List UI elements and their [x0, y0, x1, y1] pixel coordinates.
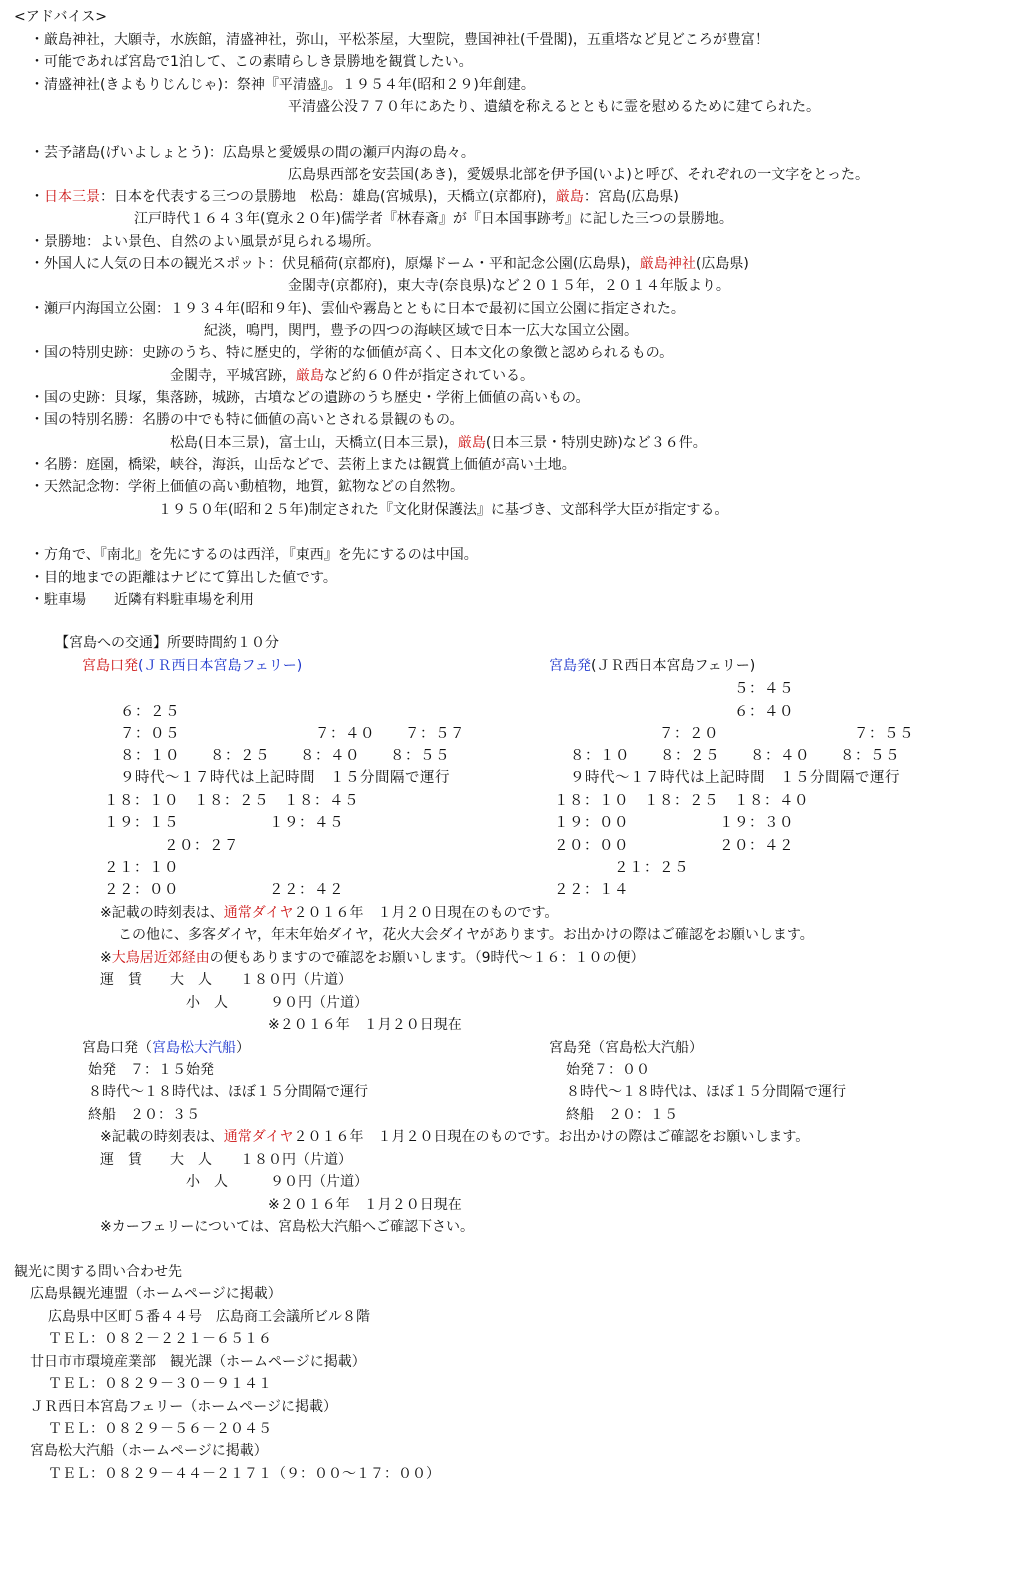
advice-line	[30, 30, 769, 50]
ferry-right-title	[549, 656, 755, 676]
advice-line	[204, 321, 638, 341]
contact-phone: ＴＥＬ：０８２９－３０－９１４１	[48, 1376, 272, 1392]
timetable-row-right: １９：００ １９：３０	[554, 815, 794, 831]
advice-line	[30, 75, 535, 95]
text-span: ・方角で、『南北』を先にするのは西洋，『東西』を先にするのは中国。	[30, 547, 478, 563]
advice-line	[30, 455, 576, 475]
highlight-text: 宮島松大汽船	[152, 1040, 236, 1056]
contact-phone: ＴＥＬ：０８２９－５６－２０４５	[48, 1421, 272, 1437]
matsudai-car-note: ※カーフェリーについては、宮島松大汽船へご確認下さい。	[100, 1219, 475, 1235]
text-span: 宮島発（宮島松大汽船）	[549, 1040, 703, 1056]
timetable-row-right: ２２：１４	[554, 882, 629, 898]
advice-line	[134, 209, 733, 229]
advice-line	[170, 433, 707, 453]
timetable-row-right: ９時代～１７時代は上記時間 １５分間隔で運行	[570, 770, 900, 786]
contact-line: ＪＲ西日本宮島フェリー（ホームページに掲載）	[30, 1399, 338, 1415]
ferry-fare-adult: 運 賃 大 人 １８０円（片道）	[100, 972, 352, 988]
text-span: ・天然記念物：学術上価値の高い動植物，地質，鉱物などの自然物。	[30, 479, 464, 495]
contact-phone: ＴＥＬ：０８２９－４４－２１７１（９：００～１７：００）	[48, 1466, 440, 1482]
text-span: 宮島口発（	[82, 1040, 152, 1056]
timetable-row-left: ２２：００ ２２：４２	[104, 882, 344, 898]
advice-line	[30, 232, 380, 252]
matsudai-fare-date: ※２０１６年 １月２０日現在	[268, 1197, 462, 1213]
timetable-row-left: １８：１０ １８：２５ １８：４５	[104, 793, 359, 809]
ferry-note-2	[118, 925, 814, 945]
text-span: (広島県)	[695, 256, 749, 272]
highlight-text: 通常ダイヤ	[223, 905, 294, 921]
ferry-note-1	[100, 903, 558, 923]
advice-line	[30, 187, 679, 207]
highlight-text: 厳島	[555, 189, 584, 205]
timetable-row-right: ２０：００ ２０：４２	[554, 838, 794, 854]
highlight-text: 厳島	[457, 435, 486, 451]
text-span: (日本三景・特別史跡)など３６件。	[485, 435, 707, 451]
highlight-text: 宮島口発	[82, 658, 138, 674]
text-span: ・景勝地：よい景色、自然のよい風景が見られる場所。	[30, 234, 380, 250]
timetable-row-right: ２１：２５	[554, 860, 689, 876]
text-span: ・清盛神社(きよもりじんじゃ)：祭神『平清盛』。１９５４年(昭和２９)年創建。	[30, 77, 535, 93]
advice-line	[30, 388, 589, 408]
timetable-row-right: １８：１０ １８：２５ １８：４０	[554, 793, 809, 809]
text-span: ・目的地までの距離はナビにて算出した値です。	[30, 570, 337, 586]
highlight-text: 日本三景	[44, 189, 100, 205]
ferry-heading: 【宮島への交通】所要時間約１０分	[55, 635, 279, 651]
advice-line	[288, 276, 730, 296]
text-span: ・国の特別史跡：史跡のうち、特に歴史的，学術的な価値が高く、日本文化の象徴と認められるもの。	[30, 345, 674, 361]
highlight-text: 厳島神社	[639, 256, 696, 272]
text-span: ：宮島(広島県)	[583, 189, 679, 205]
advice-line	[30, 52, 473, 72]
advice-line	[30, 590, 254, 610]
ferry-note-3	[100, 948, 645, 968]
matsudai-right-first: 始発７：００	[566, 1062, 650, 1078]
matsudai-note	[100, 1127, 809, 1147]
highlight-text: 厳島	[296, 368, 324, 384]
advice-line	[30, 568, 337, 588]
text-span: ※記載の時刻表は、	[100, 905, 224, 921]
text-span: ・厳島神社，大願寺，水族館，清盛神社，弥山，平松茶屋，大聖院，豊国神社(千畳閣)，五重塔など見どころが豊富！	[30, 32, 769, 48]
text-span: ・駐車場 近隣有料駐車場を利用	[30, 592, 254, 608]
matsudai-left-last: 終船 ２０：３５	[88, 1107, 200, 1123]
text-span: ２０１６年 １月２０日現在のものです。お出かけの際はご確認をお願いします。	[293, 1129, 810, 1145]
advice-line	[288, 97, 820, 117]
matsudai-right-title	[549, 1038, 703, 1058]
text-span: ・	[30, 189, 44, 205]
contact-line: 広島県中区町５番４４号 広島商工会議所ビル８階	[48, 1309, 370, 1325]
advice-line	[288, 165, 869, 185]
advice-line	[158, 500, 728, 520]
text-span: ・瀬戸内海国立公園：１９３４年(昭和９年)、雲仙や霧島とともに日本で最初に国立公園に指定された。	[30, 301, 685, 317]
text-span: 広島県西部を安芸国(あき)，愛媛県北部を伊予国(いよ)と呼び、それぞれの一文字をとった。	[288, 167, 870, 183]
matsudai-fare-adult: 運 賃 大 人 １８０円（片道）	[100, 1152, 352, 1168]
text-span: この他に、多客ダイヤ，年末年始ダイヤ，花火大会ダイヤがあります。お出かけの際はご確認をお願いします。	[118, 927, 814, 943]
timetable-row-right: ６：４０	[554, 704, 794, 720]
text-span: ）	[236, 1040, 250, 1056]
text-span: ：日本を代表する三つの景勝地 松島：雄島(宮城県)，天橋立(京都府)，	[100, 189, 556, 205]
highlight-text: 大鳥居近郊経由	[111, 950, 210, 966]
advice-line	[30, 545, 478, 565]
advice-line	[30, 343, 673, 363]
text-span: ２０１６年 １月２０日現在のものです。	[293, 905, 559, 921]
timetable-row-left: ７：０５ ７：４０ ７：５７	[120, 726, 465, 742]
advice-line	[30, 477, 464, 497]
contacts-heading: 観光に関する問い合わせ先	[14, 1264, 182, 1280]
matsudai-right-last: 終船 ２０：１５	[566, 1107, 678, 1123]
text-span: など約６０件が指定されている。	[324, 368, 534, 384]
text-span: １９５０年(昭和２５年)制定された『文化財保護法』に基づき、文部科学大臣が指定する。	[158, 502, 729, 518]
matsudai-left-first: 始発 ７：１５始発	[88, 1062, 214, 1078]
ferry-fare-child: 小 人 ９０円（片道）	[186, 995, 368, 1011]
text-span: ・可能であれば宮島で1泊して、この素晴らしき景勝地を観賞したい。	[30, 54, 473, 70]
text-span: 紀淡，鳴門，関門，豊予の四つの海峡区域で日本一広大な国立公園。	[204, 323, 638, 339]
timetable-row-right: ８：１０ ８：２５ ８：４０ ８：５５	[570, 748, 900, 764]
timetable-row-right: ７：２０ ７：５５	[554, 726, 914, 742]
advice-line	[30, 143, 475, 163]
text-span: ※	[100, 950, 112, 966]
text-span: ・外国人に人気の日本の観光スポット：伏見稲荷(京都府)，原爆ドーム・平和記念公園(広島県)，	[30, 256, 640, 272]
text-span: 平清盛公没７７０年にあたり、遺績を称えるとともに霊を慰めるために建てられた。	[288, 99, 820, 115]
ferry-fare-date: ※２０１６年 １月２０日現在	[268, 1017, 462, 1033]
text-span: 金閣寺(京都府)，東大寺(奈良県)など２０１５年，２０１４年版より。	[288, 278, 730, 294]
highlight-text: 宮島発	[549, 658, 591, 674]
contact-line: 宮島松大汽船（ホームページに掲載）	[30, 1443, 268, 1459]
advice-line	[30, 299, 685, 319]
highlight-text: 通常ダイヤ	[223, 1129, 294, 1145]
ferry-left-title	[82, 656, 302, 676]
text-span: 松島(日本三景)，富士山，天橋立(日本三景)，	[170, 435, 458, 451]
advice-line	[170, 366, 534, 386]
timetable-row-left: １９：１５ １９：４５	[104, 815, 344, 831]
timetable-row-left: ８：１０ ８：２５ ８：４０ ８：５５	[120, 748, 450, 764]
advice-line	[30, 254, 749, 274]
text-span: ※記載の時刻表は、	[100, 1129, 224, 1145]
timetable-row-left: ９時代～１７時代は上記時間 １５分間隔で運行	[120, 770, 450, 786]
advice-heading: <アドバイス>	[14, 9, 108, 25]
text-span: 江戸時代１６４３年(寛永２０年)儒学者『林春斎』が『日本国事跡考』に記した三つの景勝地。	[134, 211, 733, 227]
text-span: 金閣寺，平城宮跡，	[170, 368, 296, 384]
advice-line	[30, 410, 463, 430]
matsudai-left-interval: ８時代～１８時代は、ほぼ１５分間隔で運行	[88, 1084, 368, 1100]
timetable-row-left: ２０：２７	[104, 838, 239, 854]
text-span: ・国の特別名勝：名勝の中でも特に価値の高いとされる景観のもの。	[30, 412, 464, 428]
matsudai-left-title	[82, 1038, 250, 1058]
text-span: (ＪＲ西日本宮島フェリー)	[591, 658, 756, 674]
text-span: ・名勝：庭園，橋梁，峡谷，海浜，山岳などで、芸術上または観賞上価値が高い土地。	[30, 457, 576, 473]
contact-phone: ＴＥＬ：０８２－２２１－６５１６	[48, 1331, 272, 1347]
timetable-row-left: ２１：１０	[104, 860, 179, 876]
contact-line: 廿日市市環境産業部 観光課（ホームページに掲載）	[30, 1354, 366, 1370]
timetable-row-right: ５：４５	[554, 681, 794, 697]
text-span: の便もありますので確認をお願いします。（9時代～１６：１０の便）	[209, 950, 645, 966]
matsudai-right-interval: ８時代～１８時代は、ほぼ１５分間隔で運行	[566, 1084, 846, 1100]
text-span: ・国の史跡：貝塚，集落跡，城跡，古墳などの遺跡のうち歴史・学術上価値の高いもの。	[30, 390, 590, 406]
contact-line: 広島県観光連盟（ホームページに掲載）	[30, 1286, 282, 1302]
matsudai-fare-child: 小 人 ９０円（片道）	[186, 1174, 368, 1190]
timetable-row-left: ６：２５	[120, 704, 180, 720]
highlight-text: (ＪＲ西日本宮島フェリー)	[138, 658, 303, 674]
text-span: ・芸予諸島(げいよしょとう)：広島県と愛媛県の間の瀬戸内海の島々。	[30, 145, 475, 161]
